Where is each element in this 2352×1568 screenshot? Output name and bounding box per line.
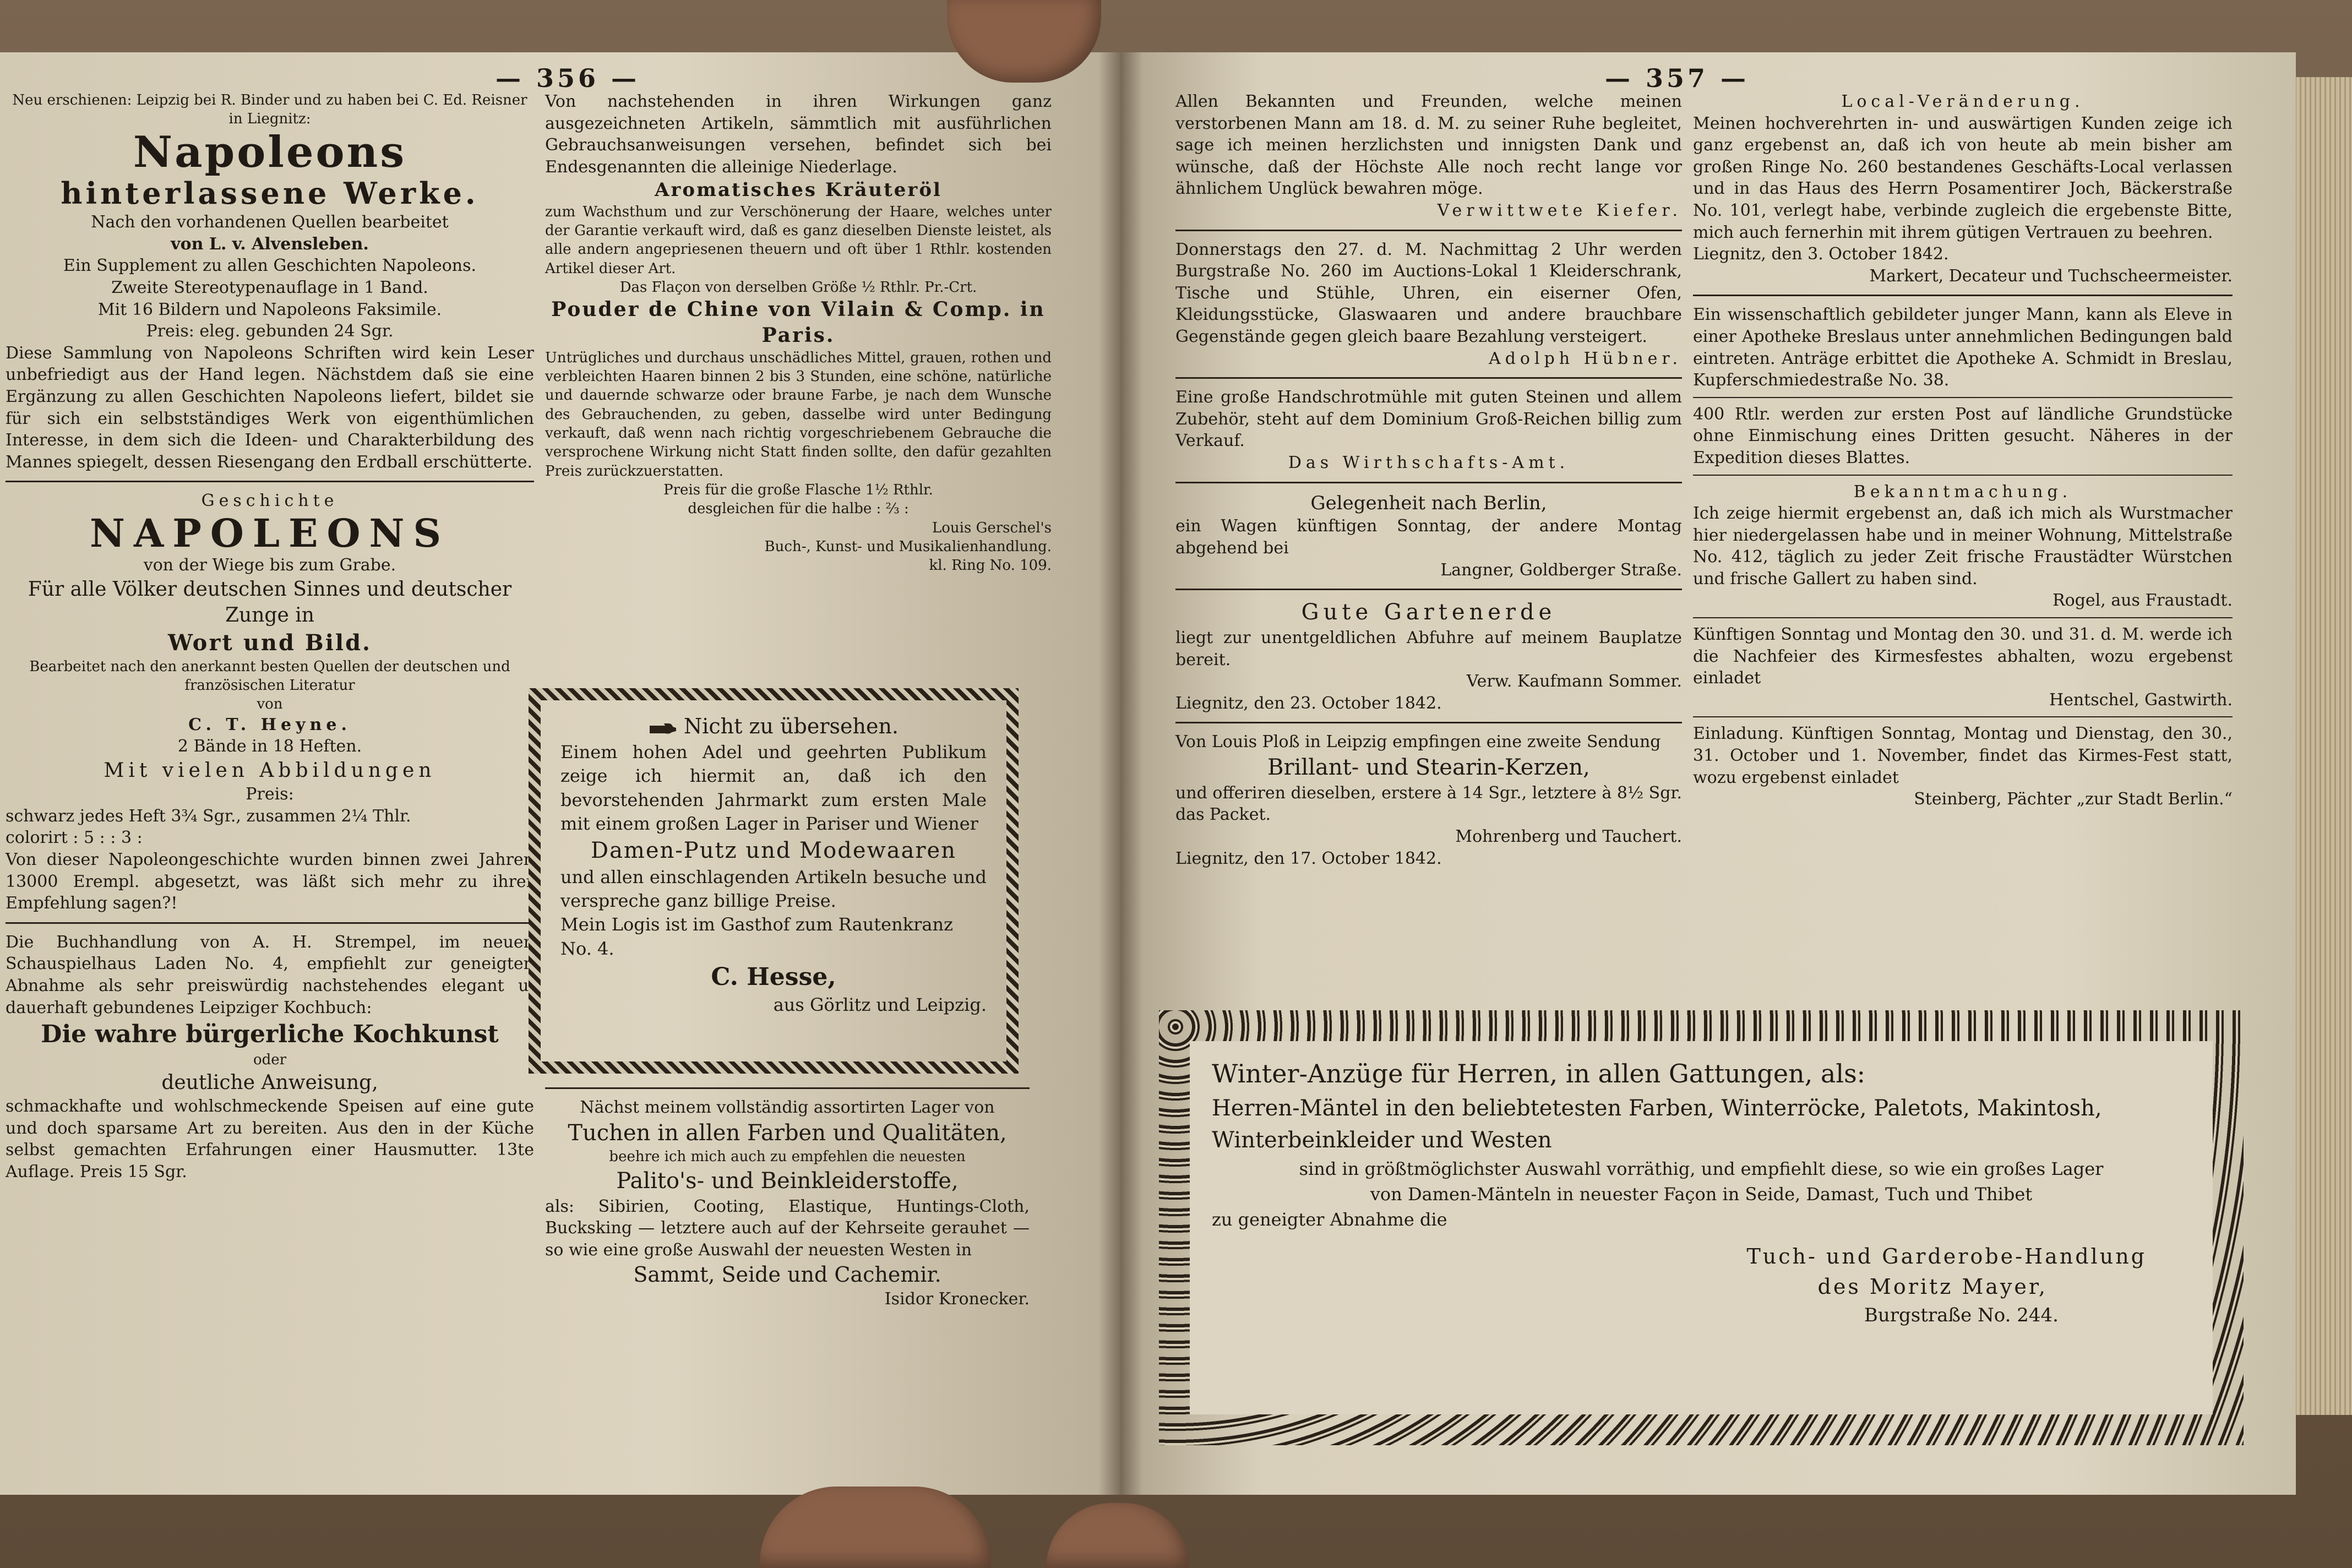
mayer-line4: von Damen-Mänteln in neuester Façon in Seide, Damast, Tuch und Thibet <box>1370 1184 2033 1205</box>
divider <box>6 922 534 924</box>
book-gutter <box>1098 52 1142 1495</box>
local-date: Liegnitz, den 3. October 1842. <box>1693 244 1949 264</box>
napoleon-intro: Neu erschienen: Leipzig bei R. Binder und zu haben bei C. Ed. Reisner in Liegnitz: <box>12 92 527 128</box>
napoleon-body: Diese Sammlung von Napoleons Schriften wird kein Leser unbefriedigt aus der Hand legen. Nächstdem daß sie eine Ergänzung zu allen Geschichten Napoleons liefert, bildet sie für sich ein selbstständiges Werk von eigenthümlichen Interesse, in dem sich die Ideen- und Charakterbildung des Mannes spiegelt, dessen Riesengang den Erdball erschütterte. <box>6 343 534 472</box>
kronecker-tuchen: Tuchen in allen Farben und Qualitäten, <box>568 1120 1007 1146</box>
local-sig: Markert, Decateur und Tuchscheermeister. <box>1869 266 2233 286</box>
gerschel-name: Louis Gerschel's <box>932 519 1052 536</box>
bottom-thumb <box>760 1487 991 1568</box>
local-body: Meinen hochverehrten in- und auswärtigen Kunden zeige ich ganz ergebenst an, daß ich von heute ab mein bisher am großen Ringe No. 260 bestandenes Geschäfts-Local verlassen und in das Haus des Herrn Posamentirer Joch, Bäckerstraße No. 101, verlegt habe, verbinde zugleich die ergebenste Bitte, mich auch fernerhin mit ihrem gütigen Vertrauen zu beehren. <box>1693 113 2233 242</box>
divider <box>1175 377 1682 379</box>
kirmes-body: Künftigen Sonntag und Montag den 30. und 31. d. M. werde ich die Nachfeier des Kirmesfestes abhalten, wozu ergebenst einladet <box>1693 625 2233 688</box>
poudre-body: Untrügliches und durchaus unschädliches Mittel, grauen, rothen und verbleichten Haaren binnen 2 bis 3 Stunden, eine schöne, natürliche und dauernde schwarze oder braune Farbe, je nach dem Wunsche des Gebrauchenden, zu geben, dasselbe wird unter Bedingung verkauft, daß wenn nach richtig vorgeschriebenem Gebrauche die versprochene Wirkung nicht Statt finden sollte, den dafür gezahlten Preis zurückzuerstatten. <box>545 349 1052 480</box>
kerzen-sig: Mohrenberg und Tauchert. <box>1455 826 1682 846</box>
oder-line: oder <box>253 1052 287 1069</box>
napoleon-sub4: Zweite Stereotypenauflage in 1 Band. <box>111 278 428 297</box>
baende-line: 2 Bände in 18 Heften. <box>177 737 362 756</box>
werke-title: hinterlassene Werke. <box>61 176 479 211</box>
hesse-ad-body2: und allen einschlagenden Artikeln besuche und verspreche ganz billige Preise. <box>560 867 987 912</box>
divider <box>6 481 534 482</box>
kronecker-intro: Nächst meinem vollständig assortirten Lager von <box>580 1098 995 1117</box>
left-column-2 <box>545 91 1052 575</box>
einladung-sig: Steinberg, Pächter „zur Stadt Berlin.“ <box>1914 790 2233 809</box>
wort-bild: Wort und Bild. <box>168 629 372 656</box>
napoleon-price: Preis: eleg. gebunden 24 Sgr. <box>146 322 394 341</box>
bekannt-sig: Rogel, aus Fraustadt. <box>2052 591 2233 611</box>
kirmes-sig: Hentschel, Gastwirth. <box>2049 690 2233 710</box>
napoleon-sub5: Mit 16 Bildern und Napoleons Faksimile. <box>97 300 442 319</box>
poudre-title: Pouder de Chine von Vilain & Comp. in Paris. <box>551 298 1046 347</box>
right-page-number: — 357 — <box>1605 63 1750 93</box>
divider <box>545 1087 1030 1089</box>
local-title: Local-Veränderung. <box>1841 92 2084 111</box>
preis-colorirt: colorirt : 5 : : 3 : <box>6 828 143 848</box>
kronecker-palitos: Palito's- und Beinkleiderstoffe, <box>616 1168 959 1194</box>
hesse-ad-body: Einem hohen Adel und geehrten Publikum zeige ich hiermit an, daß ich den bevorstehenden Jahrmarkt zum ersten Male mit einem großen Lager in Pariser und Wiener <box>560 742 987 834</box>
mayer-sig3: Burgstraße No. 244. <box>1864 1304 2059 1327</box>
hesse-ad-heading <box>560 712 987 741</box>
author-heyne: C. T. Heyne. <box>188 715 351 734</box>
flacon-line: Das Flaçon von derselben Größe ½ Rthlr. Pr.-Crt. <box>619 279 977 296</box>
napoleon-title: Napoleons <box>133 127 407 177</box>
hesse-ad-frame <box>529 688 1019 1074</box>
preis-label: Preis: <box>246 785 294 804</box>
muehle-body: Eine große Handschrotmühle mit guten Steinen und allem Zubehör, steht auf dem Dominium Groß-Reichen billig zum Verkauf. <box>1175 388 1682 451</box>
wiege-line: von der Wiege bis zum Grabe. <box>143 555 396 575</box>
kronecker-sammt: Sammt, Seide und Cachemir. <box>633 1262 941 1287</box>
mayer-ad-content <box>1190 1041 2213 1414</box>
mayer-sig1: Tuch- und Garderobe-Handlung <box>1746 1244 2147 1268</box>
kraeuteroel-body: zum Wachsthum und zur Verschönerung der Haare, welches unter der Garantie verkauft wird, daß es ganz dieselben Dienste leistet, als alle andern angepriesenen theuern und oft über 1 Rthlr. kostenden Artikel dieser Art. <box>545 203 1052 277</box>
napoleon-sub2: von L. v. Alvensleben. <box>171 234 369 254</box>
mayer-sig2: des Moritz Mayer, <box>1817 1274 2048 1299</box>
garten-sig: Verw. Kaufmann Sommer. <box>1466 672 1682 692</box>
abbildungen-line: Mit vielen Abbildungen <box>104 759 436 782</box>
anweisung-title: deutliche Anweisung, <box>161 1071 378 1094</box>
hesse-ad-goods: Damen-Putz und Modewaaren <box>591 838 956 864</box>
anweisung-body: schmackhafte und wohlschmeckende Speisen auf eine gute und doch sparsame Art zu bereiten. Aus den in der Küche selbst gemachten Erfahrungen einer Hausmutter. 13te Auflage. Preis 15 Sgr. <box>6 1097 534 1182</box>
rtlr-body: 400 Rtlr. werden zur ersten Post auf ländliche Grundstücke ohne Einmischung eines Dritten gesucht. Näheres in der Expedition dieses Blattes. <box>1693 404 2233 467</box>
napoleons-caps: NAPOLEONS <box>90 510 450 556</box>
left-page <box>0 52 1120 1495</box>
einladung-body: Einladung. Künftigen Sonntag, Montag und Dienstag, den 30., 31. October und 1. November, findet das Kirmes-Fest statt, wozu ergebenst einladet <box>1693 724 2233 787</box>
bekannt-title: Bekanntmachung. <box>1853 482 2072 502</box>
strempel-intro: Die Buchhandlung von A. H. Strempel, im neuen Schauspielhaus Laden No. 4, empfiehlt zur geneigten Abnahme als sehr preiswürdig nachstehendes elegant u. dauerhaft gebundenes Leipziger Kochbuch: <box>6 932 534 1017</box>
divider <box>1175 722 1682 723</box>
preis-flasche: Preis für die große Flasche 1½ Rthlr. <box>663 481 933 498</box>
napoleon-sub1: Nach den vorhandenen Quellen bearbeitet <box>91 213 449 232</box>
garten-title: Gute Gartenerde <box>1301 600 1556 625</box>
right-column-2 <box>1693 91 2233 810</box>
berlin-body: ein Wagen künftigen Sonntag, der andere Montag abgehend bei <box>1175 516 1682 558</box>
hesse-ad-logis: Mein Logis ist im Gasthof zum Rautenkranz No. 4. <box>560 914 953 959</box>
divider <box>1175 230 1682 231</box>
muehle-sig: Das Wirthschafts-Amt. <box>1288 453 1570 472</box>
left-page-number: — 356 — <box>496 63 640 93</box>
mayer-line3: sind in größtmöglichster Auswahl vorräthig, und empfiehlt diese, so wie ein großes Lager <box>1299 1158 2104 1179</box>
kronecker-tuchen2: beehre ich mich auch zu empfehlen die neuesten <box>609 1148 966 1166</box>
bearbeitet-line: Bearbeitet nach den anerkannt besten Quellen der deutschen und französischen Literatur <box>29 658 510 694</box>
right-column-1 <box>1175 91 1682 869</box>
preis-halbe: desgleichen für die halbe : ⅔ : <box>688 500 909 518</box>
kerzen-date: Liegnitz, den 17. October 1842. <box>1175 848 1442 868</box>
dank-sig: Verwittwete Kiefer. <box>1437 200 1682 220</box>
berlin-title: Gelegenheit nach Berlin, <box>1310 492 1547 514</box>
divider <box>1693 397 2233 398</box>
mayer-line2: Herren-Mäntel in den beliebtetesten Farben, Winterröcke, Paletots, Makintosh, Winterbeinkleider und Westen <box>1212 1095 2102 1153</box>
kraeuteroel-title: Aromatisches Kräuteröl <box>655 179 942 202</box>
voelker-line: Für alle Völker deutschen Sinnes und deutscher Zunge in <box>28 578 512 627</box>
kronecker-ad <box>545 1087 1030 1310</box>
hesse-ad-origin: aus Görlitz und Leipzig. <box>773 994 987 1016</box>
auction-body: Donnerstags den 27. d. M. Nachmittag 2 Uhr werden Burgstraße No. 260 im Auctions-Lokal 1 Kleiderschrank, Tische und Stühle, Uhren, ein eiserner Ofen, Kleidungsstücke, Glaswaaren und andere brauchbare Gegenstände gegen gleich baare Bezahlung versteigert. <box>1175 239 1682 346</box>
berlin-sig: Langner, Goldberger Straße. <box>1440 560 1682 580</box>
divider <box>1175 482 1682 483</box>
garten-date: Liegnitz, den 23. October 1842. <box>1175 693 1442 713</box>
kronecker-stoffe: als: Sibirien, Cooting, Elastique, Huntings-Cloth, Bucksking — letztere auch auf der Kehrseite gerauhet — so wie eine große Auswahl der neuesten Westen in <box>545 1196 1030 1260</box>
gerschel-shop: Buch-, Kunst- und Musikalienhandlung. <box>764 538 1052 555</box>
preis-schwarz: schwarz jedes Heft 3¾ Sgr., zusammen 2¼ Thlr. <box>6 806 411 826</box>
geschichte-label: Geschichte <box>201 491 339 511</box>
right-page <box>1120 52 2296 1495</box>
eleve-body: Ein wissenschaftlich gebildeter junger Mann, kann als Eleve in einer Apotheke Breslaus unter annehmlichen Bedingungen bald eintreten. Anträge erbittet die Apotheke A. Schmidt in Breslau, Kupferschmiedestraße No. 38. <box>1693 305 2233 390</box>
hesse-ad-title: Nicht zu übersehen. <box>683 714 899 738</box>
divider <box>1693 716 2233 717</box>
left-column-1 <box>6 91 534 1183</box>
pointing-hand-icon <box>649 721 677 736</box>
garten-body: liegt zur unentgeldlichen Abfuhre auf meinem Bauplatze bereit. <box>1175 628 1682 669</box>
kerzen-title: Brillant- und Stearin-Kerzen, <box>1267 754 1590 780</box>
divider <box>1693 475 2233 476</box>
dank-body: Allen Bekannten und Freunden, welche meinen verstorbenen Mann am 18. d. M. zu seiner Ruhe begleitet, sage ich meinen herzlichsten und innigsten Dank und wünsche, daß der Höchste Alle noch recht lange vor ähnlichem Unglück bewahren möge. <box>1175 92 1682 199</box>
mayer-line1: Winter-Anzüge für Herren, in allen Gattungen, als: <box>1212 1059 1866 1088</box>
auflage-note: Von dieser Napoleongeschichte wurden binnen zwei Jahren 13000 Erempl. abgesetzt, was läßt sich mehr zu ihrer Empfehlung sagen?! <box>6 850 534 913</box>
napoleon-sub3: Ein Supplement zu allen Geschichten Napoleons. <box>63 256 477 276</box>
von-line: von <box>257 696 283 713</box>
book-page-edges <box>2291 77 2352 1415</box>
divider <box>1175 589 1682 590</box>
kerzen-intro: Von Louis Ploß in Leipzig empfingen eine zweite Sendung <box>1175 732 1661 752</box>
bekannt-body: Ich zeige hiermit ergebenst an, daß ich mich als Wurstmacher hier niedergelassen habe und in meiner Wohnung, Mittelstraße No. 412, täglich zu jeder Zeit frische Fraustädter Würstchen und frische Gallert zu haben sind. <box>1693 504 2233 589</box>
kronecker-name: Isidor Kronecker. <box>884 1289 1030 1309</box>
mayer-ad-ornamental-frame <box>1159 1010 2244 1445</box>
divider <box>1693 617 2233 618</box>
divider <box>1693 295 2233 296</box>
artikel-intro: Von nachstehenden in ihren Wirkungen ganz ausgezeichneten Artikeln, sämmtlich mit ausführlichen Gebrauchsanweisungen versehen, befindet sich bei Endesgenannten die alleinige Niederlage. <box>545 92 1052 177</box>
hesse-ad-content <box>541 700 1006 1029</box>
hesse-ad-name: C. Hesse, <box>711 962 836 991</box>
gerschel-address: kl. Ring No. 109. <box>929 557 1052 574</box>
auction-sig: Adolph Hübner. <box>1489 349 1682 368</box>
mayer-line5: zu geneigter Abnahme die <box>1212 1209 1447 1231</box>
kochkunst-title: Die wahre bürgerliche Kochkunst <box>41 1020 499 1049</box>
kerzen-body: und offeriren dieselben, erstere à 14 Sgr., letztere à 8½ Sgr. das Packet. <box>1175 783 1682 825</box>
